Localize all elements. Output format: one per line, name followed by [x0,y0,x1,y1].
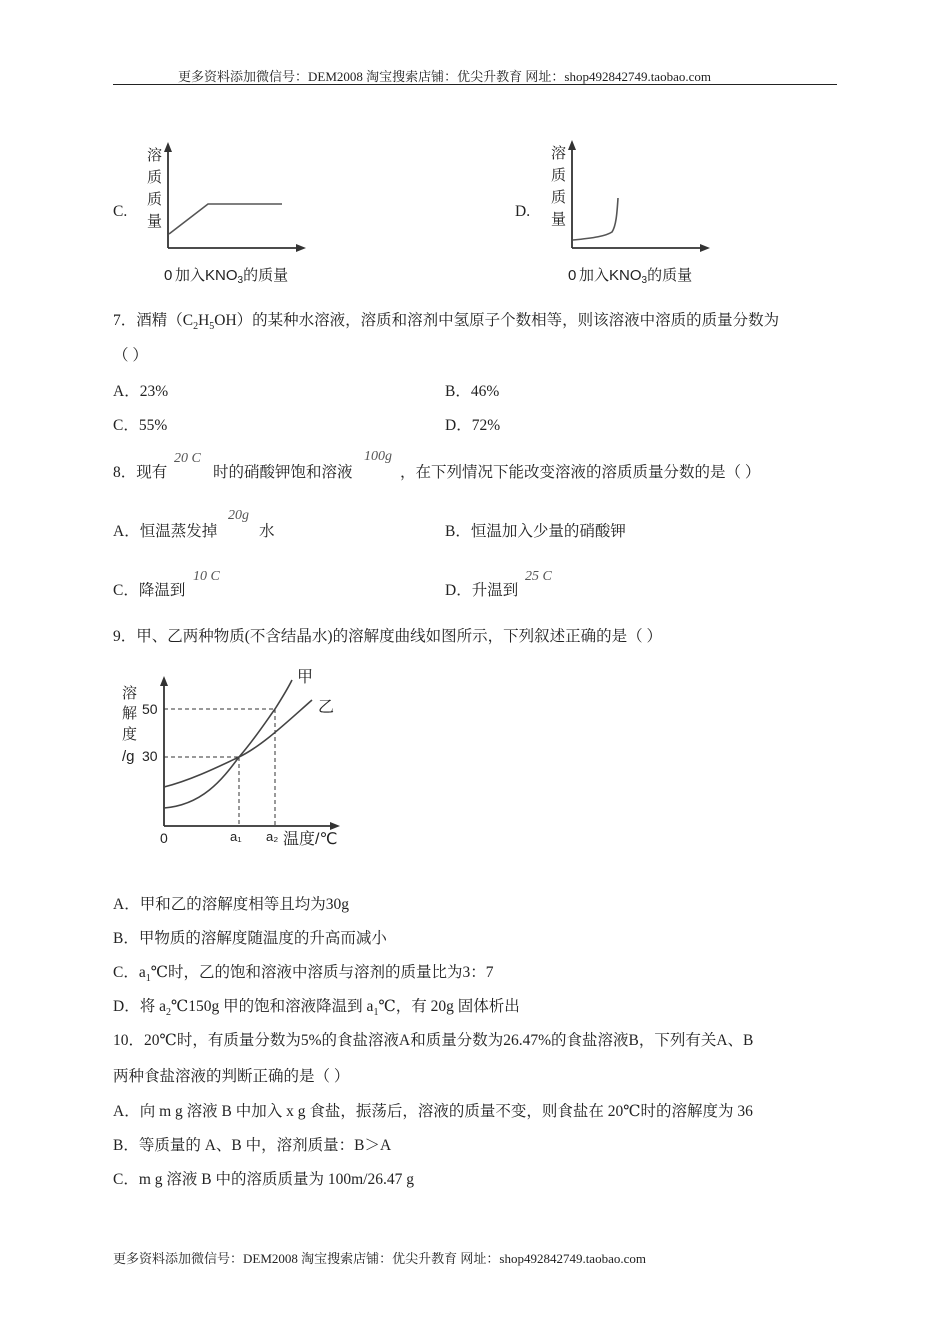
q6-option-c-label: C. [113,203,128,220]
q9-option-a: A．甲和乙的溶解度相等且均为30g [113,896,349,913]
q7-option-d: D．72% [445,417,501,434]
q8-stem-b: 时的硝酸钾饱和溶液 [213,464,353,481]
q10-stem: 10．20℃时，有质量分数为5%的食盐溶液A和质量分数为26.47%的食盐溶液B，下列有关A、B [113,1032,754,1049]
q7-option-a: A．23% [113,383,169,400]
q8-option-a: A．恒温蒸发掉 [113,523,218,540]
chart-y-label-2: 解 [122,705,138,722]
graph-d-x-label: 加入$KNO_3$的质量 [579,267,693,286]
y-tick-30: 30 [142,748,158,764]
q8-stem-c: ，在下列情况下能改变溶液的溶质质量分数的是（ ） [400,464,761,481]
chart-y-label-3: 度 [122,726,138,743]
graph-c-origin: 0 [164,267,173,284]
chart-y-label-4: /g [122,748,135,765]
q8-option-a-suffix: 水 [259,523,275,540]
graph-c-y-label-3: 质 [147,191,163,208]
graph-d-origin: 0 [568,267,577,284]
x-tick-a1: a₁ [230,829,242,844]
q8-option-d: D．升温到 [445,582,519,599]
graph-d-y-label-2: 质 [551,167,567,184]
page-footer: 更多资料添加微信号：DEM2008 淘宝搜索店铺：优尖升教育 网址：shop492842749.taobao.com [113,1251,646,1266]
curve-jia [164,680,292,808]
chart-y-label-1: 溶 [122,685,138,702]
q7-stem: 7．酒精$(C_2H_5OH)$的某种水溶液，溶质和溶剂中氢原子个数相等，则该溶液中溶质的质量分数为 [113,312,780,333]
y-tick-50: 50 [142,701,158,717]
q7-stem-line2: （ ） [113,347,148,364]
graph-d-y-label-1: 溶 [551,145,567,162]
graph-c-y-label-4: 量 [147,213,163,230]
q9-solubility-chart [112,660,352,852]
series-label-yi: 乙 [318,699,335,716]
header-rule [113,84,837,85]
q8-option-c-value: 10 C [193,569,220,584]
q10-stem-line2: 两种食盐溶液的判断正确的是（ ） [113,1068,350,1085]
q8-option-c: C．降温到 [113,582,186,599]
q8-temp: 20 C [174,451,201,466]
graph-d-y-label-4: 量 [551,211,567,228]
graph-c-y-label-2: 质 [147,169,163,186]
q8-option-a-value: 20g [228,508,249,523]
q8-option-d-value: 25 C [525,569,552,584]
q6-graph-c [140,140,320,288]
q10-option-a: A．向 m g 溶液 B 中加入 x g 食盐，振荡后，溶液的质量不变，则食盐在 20℃时的溶解度为 36 [113,1103,753,1120]
graph-d-y-label-3: 质 [551,189,567,206]
q7-option-b: B．46% [445,383,500,400]
q8-mass: 100g [364,449,392,464]
q8-stem-a: 8．现有 [113,464,168,481]
q6-graph-d [544,134,724,286]
q9-option-d: D．将 $a_2℃150g$ 甲的饱和溶液降温到 $a_1℃$，有 20g 固体析出 [113,998,520,1019]
q8-option-b: B．恒温加入少量的硝酸钾 [445,523,626,540]
x-axis-label: 温度/℃ [283,831,338,848]
q9-stem: 9．甲、乙两种物质(不含结晶水)的溶解度曲线如图所示，下列叙述正确的是（ ） [113,628,662,645]
graph-c-x-label: 加入$KNO_3$的质量 [175,267,289,286]
q6-option-d-label: D. [515,203,531,220]
q10-option-c: C．m g 溶液 B 中的溶质质量为 100m/26.47 g [113,1171,414,1188]
q9-option-b: B．甲物质的溶解度随温度的升高而减小 [113,930,387,947]
origin-label: 0 [160,830,168,846]
graph-c-y-label-1: 溶 [147,147,163,164]
q9-option-c: C．$a_1℃$时，乙的饱和溶液中溶质与溶剂的质量比为3：7 [113,964,494,985]
q10-option-b: B．等质量的 A、B 中，溶剂质量：B＞A [113,1137,392,1154]
curve-yi [164,700,312,787]
series-label-jia: 甲 [297,669,314,686]
x-tick-a2: a₂ [266,829,279,844]
q7-option-c: C．55% [113,417,168,434]
page-header: 更多资料添加微信号：DEM2008 淘宝搜索店铺：优尖升教育 网址：shop492842749.taobao.com [178,69,711,84]
